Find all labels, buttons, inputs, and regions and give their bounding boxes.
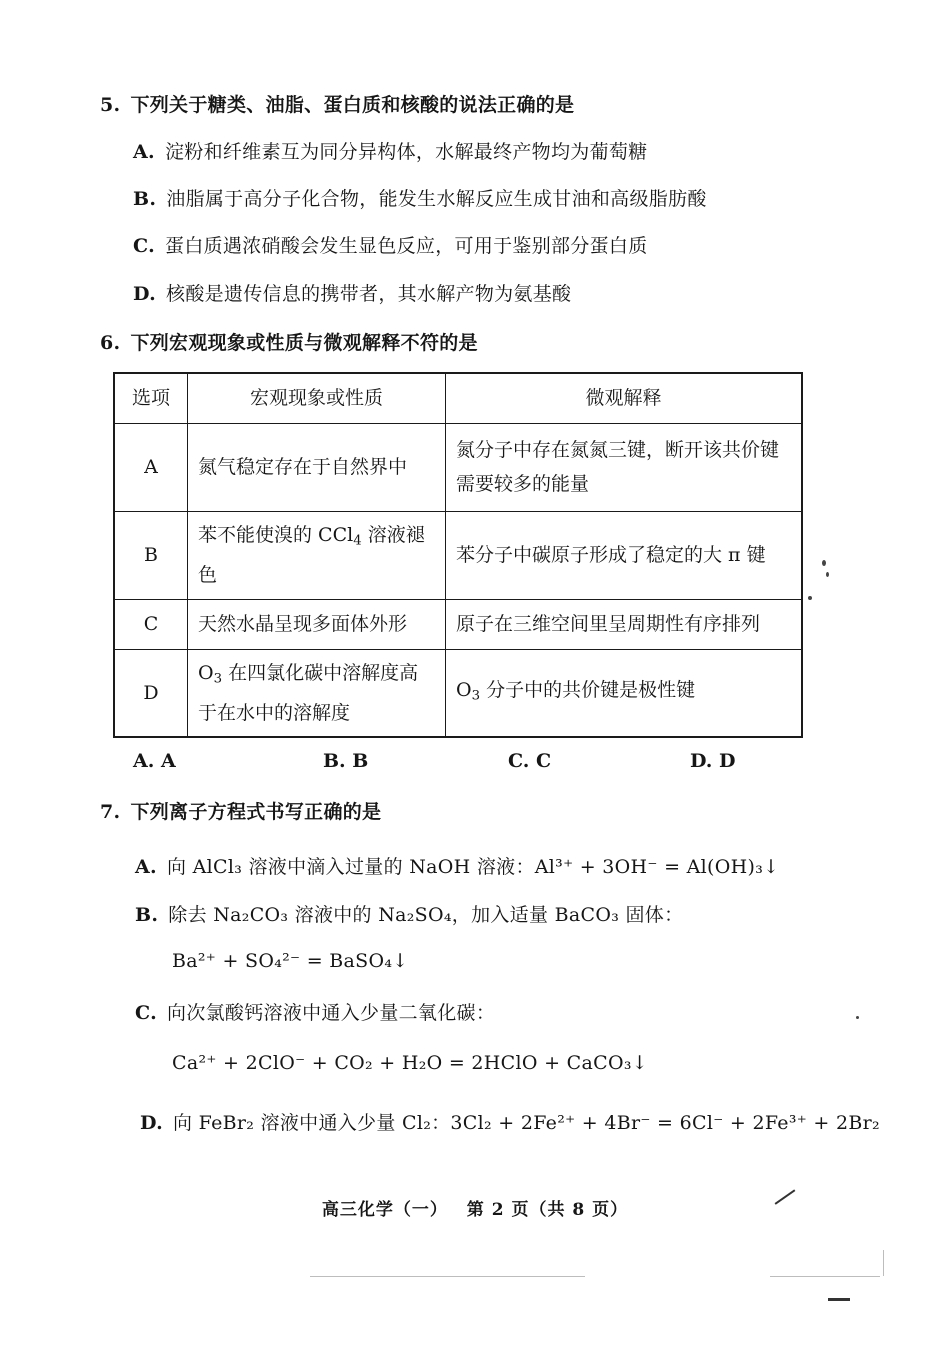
q6-row-b-macro-pre: 苯不能使溴的 CCl bbox=[198, 523, 354, 546]
q6-row-d-micro-post: 分子中的共价键是极性键 bbox=[480, 678, 696, 701]
q6-row-b-macro-sub: 4 bbox=[353, 533, 362, 549]
q7-option-d-letter: D. bbox=[140, 1112, 164, 1134]
q5-option-a-letter: A. bbox=[133, 141, 155, 163]
q5-option-c-letter: C. bbox=[133, 235, 156, 257]
q5-option-c[interactable] bbox=[133, 231, 648, 258]
q6-row-a-macro: 氮气稳定存在于自然界中 bbox=[188, 423, 446, 511]
question-5-text: 下列关于糖类、油脂、蛋白质和核酸的说法正确的是 bbox=[130, 94, 575, 116]
question-7-number: 7. bbox=[100, 801, 121, 823]
scan-speck bbox=[856, 1016, 859, 1019]
q6-row-d-macro-post: 在四氯化碳中溶解度高于在水中的溶解度 bbox=[198, 661, 419, 724]
question-7-stem bbox=[100, 797, 381, 824]
q6-row-c-micro: 原子在三维空间里呈周期性有序排列 bbox=[446, 599, 803, 649]
question-6-number: 6. bbox=[100, 332, 121, 354]
footer-page-number: 第 2 页（共 8 页） bbox=[466, 1200, 629, 1220]
q7-option-c-equation: Ca²⁺ + 2ClO⁻ + CO₂ + H₂O = 2HClO + CaCO₃↓ bbox=[172, 1052, 648, 1074]
q6-header-option: 选项 bbox=[114, 373, 188, 423]
q5-option-a-text: 淀粉和纤维素互为同分异构体，水解最终产物均为葡萄糖 bbox=[164, 141, 648, 163]
table-row bbox=[114, 599, 802, 649]
q6-row-d-micro-pre: O bbox=[456, 678, 472, 701]
q6-row-b-macro-post: 溶液褪色 bbox=[198, 523, 425, 587]
q6-row-c-option: C bbox=[114, 599, 188, 649]
q6-row-b-micro: 苯分子中碳原子形成了稳定的大 π 键 bbox=[446, 511, 803, 599]
question-6-stem bbox=[100, 328, 478, 355]
q6-row-a-micro: 氮分子中存在氮氮三键，断开该共价键需要较多的能量 bbox=[446, 423, 803, 511]
q6-row-d-option: D bbox=[114, 649, 188, 737]
q7-option-a-letter: A. bbox=[135, 856, 157, 878]
q7-option-c[interactable] bbox=[135, 998, 495, 1025]
table-row bbox=[114, 649, 802, 737]
q6-choice-d[interactable]: D. D bbox=[690, 750, 736, 772]
page-footer bbox=[0, 1195, 950, 1220]
q6-choice-b[interactable]: B. B bbox=[323, 750, 369, 772]
q6-row-a-option: A bbox=[114, 423, 188, 511]
scan-line bbox=[770, 1276, 880, 1277]
q7-option-b-text: 除去 Na₂CO₃ 溶液中的 Na₂SO₄，加入适量 BaCO₃ 固体： bbox=[168, 904, 684, 926]
q6-row-b-option: B bbox=[114, 511, 188, 599]
q6-choice-c[interactable]: C. C bbox=[508, 750, 552, 772]
q6-row-c-macro: 天然水晶呈现多面体外形 bbox=[188, 599, 446, 649]
q6-row-d-micro-sub: 3 bbox=[471, 687, 481, 703]
table-row bbox=[114, 423, 802, 511]
q5-option-d-text: 核酸是遗传信息的携带者，其水解产物为氨基酸 bbox=[166, 283, 572, 305]
q6-table bbox=[113, 372, 803, 738]
table-row bbox=[114, 511, 802, 599]
q6-row-d-macro-sub: 3 bbox=[213, 670, 223, 686]
question-5-stem bbox=[100, 90, 574, 117]
q5-option-d[interactable] bbox=[133, 279, 571, 306]
q7-option-d[interactable] bbox=[140, 1108, 880, 1135]
q6-row-d-macro bbox=[188, 649, 446, 737]
scan-speck bbox=[826, 572, 829, 577]
question-6-text: 下列宏观现象或性质与微观解释不符的是 bbox=[130, 332, 478, 354]
q7-option-b-equation: Ba²⁺ + SO₄²⁻ = BaSO₄↓ bbox=[172, 950, 409, 972]
footer-subject: 高三化学（一） bbox=[321, 1200, 448, 1220]
scan-scratch bbox=[828, 1298, 850, 1301]
q5-option-c-text: 蛋白质遇浓硝酸会发生显色反应，可用于鉴别部分蛋白质 bbox=[165, 235, 648, 257]
q5-option-d-letter: D. bbox=[133, 283, 157, 305]
q5-option-a[interactable] bbox=[133, 137, 647, 164]
q6-row-b-macro bbox=[188, 511, 446, 599]
q7-option-c-letter: C. bbox=[135, 1002, 158, 1024]
q7-option-a[interactable] bbox=[135, 852, 779, 879]
q7-option-b-letter: B. bbox=[135, 904, 159, 926]
scan-line bbox=[883, 1250, 884, 1276]
q6-row-d-macro-pre: O bbox=[198, 661, 214, 684]
q6-header-micro: 微观解释 bbox=[446, 373, 803, 423]
q7-option-d-text: 向 FeBr₂ 溶液中通入少量 Cl₂：3Cl₂ + 2Fe²⁺ + 4Br⁻ = 6Cl⁻ + 2Fe³⁺ + 2Br₂ bbox=[173, 1112, 880, 1134]
q6-header-macro: 宏观现象或性质 bbox=[188, 373, 446, 423]
scan-line bbox=[310, 1276, 585, 1277]
q7-option-a-text: 向 AlCl₃ 溶液中滴入过量的 NaOH 溶液：Al³⁺ + 3OH⁻ = Al(OH)₃↓ bbox=[166, 856, 780, 878]
q5-option-b[interactable] bbox=[133, 184, 707, 211]
q5-option-b-letter: B. bbox=[133, 188, 157, 210]
scan-speck bbox=[822, 560, 826, 566]
scan-speck bbox=[808, 596, 812, 600]
question-7-text: 下列离子方程式书写正确的是 bbox=[130, 801, 382, 823]
q5-option-b-text: 油脂属于高分子化合物，能发生水解反应生成甘油和高级脂肪酸 bbox=[166, 188, 707, 210]
q6-row-d-micro bbox=[446, 649, 803, 737]
q7-option-b[interactable] bbox=[135, 900, 683, 927]
question-5-number: 5. bbox=[100, 94, 121, 116]
q6-table-header-row bbox=[114, 373, 802, 423]
q7-option-c-text: 向次氯酸钙溶液中通入少量二氧化碳： bbox=[167, 1002, 496, 1024]
q6-choice-a[interactable]: A. A bbox=[133, 750, 176, 772]
